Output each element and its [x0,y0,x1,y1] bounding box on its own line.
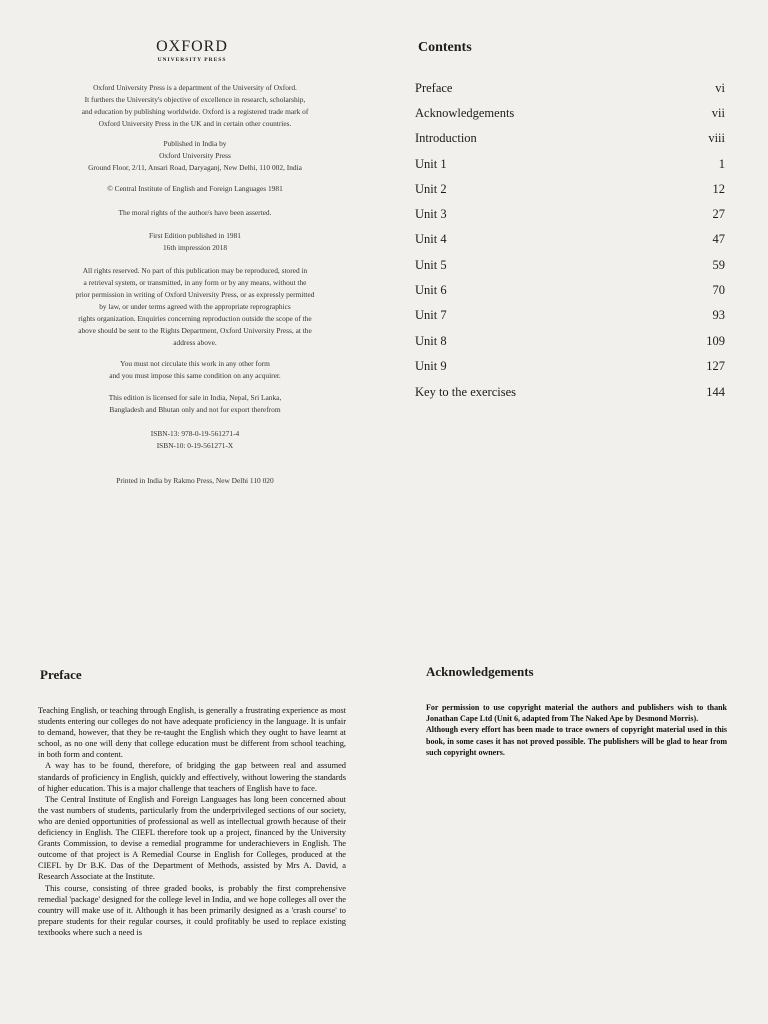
toc-row [415,385,725,403]
toc-label: Unit 1 [415,157,447,171]
toc-label: Preface [415,81,453,95]
toc-label: Introduction [415,131,477,145]
toc-page-number: 127 [706,359,725,373]
license-notice [30,392,360,416]
rights-reserved-notice [30,265,360,349]
printer-line: Printed in India by Rakmo Press, New Delhi 110 020 [116,476,274,485]
text-line: Oxford University Press in the UK and in certain other countries. [98,119,292,128]
preface-page [0,512,384,1024]
text-line: You must not circulate this work in any other form [120,359,270,368]
text-line: above should be sent to the Rights Department, Oxford University Press, at the [78,326,312,335]
imprint-page [0,0,384,512]
text-line: prior permission in writing of Oxford University Press, or as expressly permitted [75,290,315,299]
toc-row [415,182,725,200]
toc-row [415,258,725,276]
toc-row [415,334,725,352]
toc-page-number: 93 [712,308,725,322]
toc-row [415,283,725,301]
toc-label: Acknowledgements [415,106,515,120]
contents-page [384,0,768,512]
toc-page-number: 47 [712,232,725,246]
toc-page-number: 59 [712,258,725,272]
toc-page-number: viii [708,131,725,145]
text-line: It furthers the University's objective of excellence in research, scholarship, [84,95,306,104]
toc-row [415,106,725,124]
toc-page-number: 70 [712,283,725,297]
text-line: and education by publishing worldwide. Oxford is a registered trade mark of [81,107,309,116]
toc-page-number: 27 [712,207,725,221]
toc-page-number: 109 [706,334,725,348]
isbn-10: ISBN-10: 0-19-561271-X [156,441,234,450]
preface-title: Preface [40,667,82,682]
toc-row [415,359,725,377]
text-line: address above. [173,338,217,347]
text-line: First Edition published in 1981 [149,231,241,240]
toc-label: Key to the exercises [415,385,517,399]
preface-body [38,705,346,938]
toc-label: Unit 9 [415,359,447,373]
circulation-notice [30,358,360,382]
text-line: rights organization. Enquiries concerning reproduction outside the scope of the [78,314,312,323]
toc-label: Unit 8 [415,334,447,348]
toc-page-number: 12 [712,182,725,196]
acknowledgements-paragraph: For permission to use copyright material the authors and publishers wish to thank Jonathan Cape Ltd (Unit 6, adapted from The Naked Ape by Desmond Morris). [426,703,727,724]
toc-row [415,308,725,326]
department-statement [30,82,360,130]
toc-label: Unit 6 [415,283,447,297]
isbn-13: ISBN-13: 978-0-19-561271-4 [150,429,240,438]
acknowledgements-body [426,702,727,758]
preface-paragraph: Teaching English, or teaching through English, is generally a frustrating experience as most students entering our colleges do not have adequate proficiency in the language. It is unfair to demand, however, that they be re-taught the English which they ought to have learnt at school, as no one will deny that college education must be different from school teaching, in both form and content. [38,706,346,760]
edition-info [30,230,360,254]
text-line: by law, or under terms agreed with the appropriate reprographics [99,302,291,311]
text-line: Published in India by [163,139,227,148]
toc-label: Unit 7 [415,308,447,322]
text-line: Bangladesh and Bhutan only and not for export therefrom [109,405,281,414]
moral-rights-line: The moral rights of the author/s have been asserted. [118,208,272,217]
toc-page-number: 144 [706,385,725,399]
text-line: Oxford University Press [159,151,231,160]
acknowledgements-page [384,512,768,1024]
preface-paragraph: A way has to be found, therefore, of bridging the gap between real and assumed standards of proficiency in English, quickly and effectively, without lowering the standards of higher education. This is a major challenge that teachers of English have to face. [38,761,346,793]
preface-paragraph: This course, consisting of three graded books, is probably the first comprehensive remedial 'package' designed for the college level in India, and we hope colleges all over the country will make use of it. Although it has been primarily designed as a 'crash course' to prepare students for their regular courses, it could profitably be used to replace existing textbooks where such a need is [38,883,346,937]
isbn-block [30,428,360,452]
text-line: This edition is licensed for sale in India, Nepal, Sri Lanka, [108,393,282,402]
toc-page-number: vii [711,106,725,120]
text-line: 16th impression 2018 [162,243,228,252]
toc-label: Unit 3 [415,207,447,221]
text-line: a retrieval system, or transmitted, in any form or by any means, without the [83,278,307,287]
preface-paragraph: The Central Institute of English and Foreign Languages has long been concerned about the vast numbers of students, particularly from the underprivileged sections of our society, who are denied opportunities of professional as well as intellectual growth because of their deficiency in English. The CIEFL therefore took up a project, financed by the University Grants Commission, to devise a remedial programme for underachievers in English. The outcome of that project is A Remedial Course in English for Colleges, produced at the CIEFL by Dr B.K. Das of the Department of Methods, assisted by Mrs A. David, a Research Associate at the Institute. [38,794,346,882]
oxford-logo-subtitle: UNIVERSITY PRESS [157,57,227,63]
text-line: Oxford University Press is a department of the University of Oxford. [93,83,297,92]
toc-row [415,81,725,99]
toc-row [415,207,725,225]
toc-label: Unit 4 [415,232,447,246]
acknowledgements-paragraph: Although every effort has been made to trace owners of copyright material used in this book, in some cases it has not proved possible. The publishers will be glad to hear from such copyright owners. [426,725,727,757]
toc-row [415,232,725,250]
toc-page-number: 1 [718,157,725,171]
toc-row [415,157,725,175]
contents-title: Contents [418,40,472,55]
text-line: All rights reserved. No part of this publication may be reproduced, stored in [82,266,308,275]
oxford-logo: OXFORD [156,38,228,55]
text-line: Ground Floor, 2/11, Ansari Road, Daryaganj, New Delhi, 110 002, India [88,163,302,172]
toc-row [415,131,725,149]
toc-label: Unit 2 [415,182,447,196]
text-line: and you must impose this same condition on any acquirer. [109,371,281,380]
toc-page-number: vi [715,81,725,95]
publisher-address [30,138,360,174]
copyright-line: © Central Institute of English and Foreign Languages 1981 [107,184,283,193]
acknowledgements-title: Acknowledgements [426,664,534,679]
toc-label: Unit 5 [415,258,447,272]
